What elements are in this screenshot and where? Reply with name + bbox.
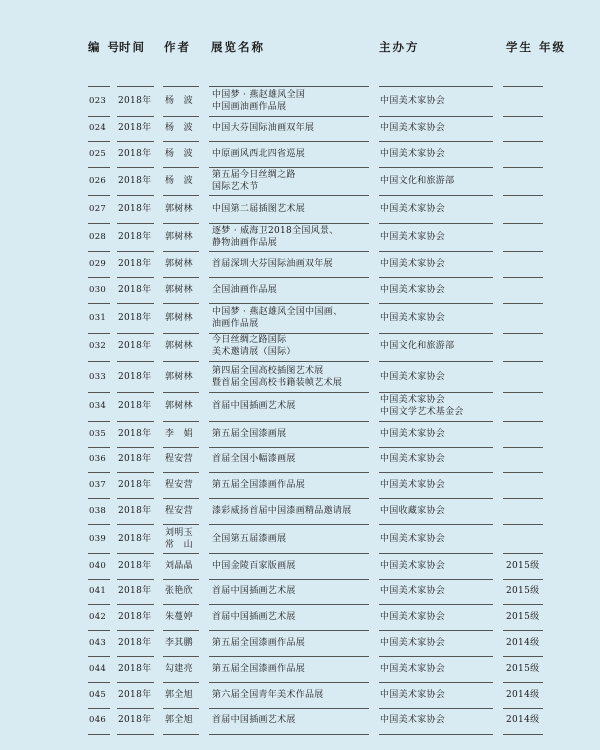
row-rule bbox=[503, 734, 543, 735]
row-rule bbox=[163, 708, 199, 709]
cell-exhibition: 首届中国插画艺术展 bbox=[212, 715, 296, 725]
row-rule bbox=[379, 116, 493, 117]
cell-year: 2018年 bbox=[118, 204, 152, 214]
row-rule bbox=[503, 447, 543, 448]
cell-num: 033 bbox=[89, 372, 107, 382]
header-num: 编 号 bbox=[88, 40, 122, 54]
cell-year: 2018年 bbox=[118, 454, 152, 464]
row-rule bbox=[88, 223, 110, 224]
cell-exhibition: 中国第二届插图艺术展 bbox=[212, 204, 306, 214]
cell-grade: 2014级 bbox=[506, 715, 540, 725]
cell-year: 2018年 bbox=[118, 586, 152, 596]
cell-year: 2018年 bbox=[118, 534, 152, 544]
row-rule bbox=[503, 86, 543, 87]
cell-num: 045 bbox=[89, 690, 107, 700]
row-rule bbox=[163, 303, 199, 304]
row-rule bbox=[209, 447, 369, 448]
row-rule bbox=[209, 195, 369, 196]
cell-organizer: 中国美术家协会 bbox=[380, 259, 446, 269]
row-rule bbox=[379, 333, 493, 334]
cell-organizer: 中国文化和旅游部 bbox=[380, 341, 455, 351]
row-rule bbox=[209, 86, 369, 87]
cell-author: 郭树林 bbox=[165, 259, 193, 269]
cell-exhibition: 中原画风西北四省巡展 bbox=[212, 149, 306, 159]
cell-exhibition: 全国第五届漆画展 bbox=[212, 534, 287, 544]
row-rule bbox=[117, 333, 154, 334]
cell-num: 035 bbox=[89, 429, 107, 439]
row-rule bbox=[88, 708, 110, 709]
cell-author: 郭全旭 bbox=[165, 690, 193, 700]
cell-organizer: 中国美术家协会 bbox=[380, 204, 446, 214]
row-rule bbox=[379, 656, 493, 657]
row-rule bbox=[88, 447, 110, 448]
cell-grade: 2015级 bbox=[506, 612, 540, 622]
cell-author: 郭树林 bbox=[165, 204, 193, 214]
row-rule bbox=[88, 472, 110, 473]
cell-exhibition: 全国油画作品展 bbox=[212, 285, 278, 295]
row-rule bbox=[163, 251, 199, 252]
row-rule bbox=[117, 277, 154, 278]
cell-organizer: 中国美术家协会 bbox=[380, 612, 446, 622]
row-rule bbox=[503, 630, 543, 631]
row-rule bbox=[503, 579, 543, 580]
cell-grade: 2015级 bbox=[506, 664, 540, 674]
row-rule bbox=[379, 553, 493, 554]
cell-exhibition: 首届中国插画艺术展 bbox=[212, 612, 296, 622]
cell-num: 025 bbox=[89, 149, 107, 159]
cell-organizer: 中国美术家协会 bbox=[380, 454, 446, 464]
cell-exhibition: 中国金陵百家版画展 bbox=[212, 561, 296, 571]
header-time: 时间 bbox=[119, 40, 146, 54]
cell-num: 037 bbox=[89, 480, 107, 490]
row-rule bbox=[117, 524, 154, 525]
row-rule bbox=[503, 251, 543, 252]
cell-organizer: 中国美术家协会 bbox=[380, 285, 446, 295]
cell-year: 2018年 bbox=[118, 259, 152, 269]
cell-num: 042 bbox=[89, 612, 107, 622]
cell-year: 2018年 bbox=[118, 480, 152, 490]
cell-organizer: 中国美术家协会 bbox=[380, 96, 446, 106]
cell-year: 2018年 bbox=[118, 232, 152, 242]
row-rule bbox=[503, 141, 543, 142]
cell-num: 044 bbox=[89, 664, 107, 674]
cell-author: 郭树林 bbox=[165, 341, 193, 351]
row-rule bbox=[163, 392, 199, 393]
cell-year: 2018年 bbox=[118, 149, 152, 159]
row-rule bbox=[209, 498, 369, 499]
row-rule bbox=[117, 167, 154, 168]
cell-year: 2018年 bbox=[118, 313, 152, 323]
cell-year: 2018年 bbox=[118, 96, 152, 106]
row-rule bbox=[163, 682, 199, 683]
cell-exhibition: 漆彩威扬首届中国漆画精品邀请展 bbox=[212, 506, 352, 516]
cell-exhibition: 中国梦 · 燕赵雄风全国中国画、 油画作品展 bbox=[212, 307, 343, 329]
cell-year: 2018年 bbox=[118, 664, 152, 674]
cell-author: 杨 波 bbox=[165, 149, 193, 159]
row-rule bbox=[163, 141, 199, 142]
row-rule bbox=[209, 524, 369, 525]
cell-author: 程安营 bbox=[165, 480, 193, 490]
row-rule bbox=[163, 472, 199, 473]
row-rule bbox=[117, 251, 154, 252]
cell-num: 026 bbox=[89, 176, 107, 186]
cell-organizer: 中国美术家协会 bbox=[380, 232, 446, 242]
row-rule bbox=[503, 361, 543, 362]
row-rule bbox=[117, 447, 154, 448]
cell-organizer: 中国收藏家协会 bbox=[380, 506, 446, 516]
row-rule bbox=[503, 277, 543, 278]
cell-author: 杨 波 bbox=[165, 123, 193, 133]
row-rule bbox=[379, 734, 493, 735]
row-rule bbox=[117, 116, 154, 117]
row-rule bbox=[163, 116, 199, 117]
cell-num: 034 bbox=[89, 401, 107, 411]
cell-organizer: 中国美术家协会 bbox=[380, 149, 446, 159]
row-rule bbox=[163, 333, 199, 334]
cell-num: 032 bbox=[89, 341, 107, 351]
row-rule bbox=[503, 472, 543, 473]
cell-exhibition: 首届全国小幅漆画展 bbox=[212, 454, 296, 464]
row-rule bbox=[117, 195, 154, 196]
cell-num: 043 bbox=[89, 638, 107, 648]
cell-num: 046 bbox=[89, 715, 107, 725]
row-rule bbox=[163, 223, 199, 224]
cell-num: 030 bbox=[89, 285, 107, 295]
row-rule bbox=[379, 392, 493, 393]
row-rule bbox=[209, 251, 369, 252]
cell-exhibition: 第五届全国漆画展 bbox=[212, 429, 287, 439]
cell-num: 027 bbox=[89, 204, 107, 214]
row-rule bbox=[379, 630, 493, 631]
row-rule bbox=[163, 86, 199, 87]
cell-organizer: 中国美术家协会 bbox=[380, 638, 446, 648]
row-rule bbox=[88, 195, 110, 196]
row-rule bbox=[209, 656, 369, 657]
row-rule bbox=[209, 392, 369, 393]
cell-year: 2018年 bbox=[118, 401, 152, 411]
row-rule bbox=[209, 472, 369, 473]
row-rule bbox=[503, 524, 543, 525]
row-rule bbox=[88, 524, 110, 525]
row-rule bbox=[503, 392, 543, 393]
header-organizer: 主办方 bbox=[379, 40, 420, 54]
row-rule bbox=[163, 604, 199, 605]
row-rule bbox=[379, 195, 493, 196]
cell-organizer: 中国美术家协会 bbox=[380, 313, 446, 323]
header-grade: 学生 年级 bbox=[506, 40, 567, 54]
row-rule bbox=[88, 251, 110, 252]
row-rule bbox=[117, 553, 154, 554]
row-rule bbox=[209, 682, 369, 683]
cell-year: 2018年 bbox=[118, 372, 152, 382]
cell-num: 041 bbox=[89, 586, 107, 596]
row-rule bbox=[379, 167, 493, 168]
cell-organizer: 中国美术家协会 bbox=[380, 690, 446, 700]
row-rule bbox=[88, 604, 110, 605]
row-rule bbox=[503, 708, 543, 709]
cell-organizer: 中国美术家协会 bbox=[380, 664, 446, 674]
cell-exhibition: 首届中国插画艺术展 bbox=[212, 401, 296, 411]
cell-year: 2018年 bbox=[118, 429, 152, 439]
cell-organizer: 中国美术家协会 bbox=[380, 715, 446, 725]
row-rule bbox=[117, 86, 154, 87]
row-rule bbox=[503, 656, 543, 657]
row-rule bbox=[209, 579, 369, 580]
row-rule bbox=[379, 303, 493, 304]
cell-exhibition: 逐梦 · 威海卫2018全国风景、 静物油画作品展 bbox=[212, 226, 339, 248]
cell-author: 郭树林 bbox=[165, 372, 193, 382]
cell-year: 2018年 bbox=[118, 690, 152, 700]
cell-year: 2018年 bbox=[118, 506, 152, 516]
row-rule bbox=[379, 524, 493, 525]
cell-num: 031 bbox=[89, 313, 107, 323]
row-rule bbox=[163, 195, 199, 196]
row-rule bbox=[117, 604, 154, 605]
row-rule bbox=[163, 579, 199, 580]
cell-num: 028 bbox=[89, 232, 107, 242]
row-rule bbox=[88, 656, 110, 657]
cell-exhibition: 第五届全国漆画作品展 bbox=[212, 480, 306, 490]
row-rule bbox=[88, 361, 110, 362]
row-rule bbox=[503, 333, 543, 334]
row-rule bbox=[117, 303, 154, 304]
row-rule bbox=[163, 656, 199, 657]
row-rule bbox=[88, 333, 110, 334]
row-rule bbox=[88, 553, 110, 554]
row-rule bbox=[163, 447, 199, 448]
cell-author: 郭树林 bbox=[165, 232, 193, 242]
row-rule bbox=[117, 141, 154, 142]
row-rule bbox=[209, 630, 369, 631]
row-rule bbox=[379, 421, 493, 422]
row-rule bbox=[209, 116, 369, 117]
row-rule bbox=[163, 361, 199, 362]
row-rule bbox=[503, 303, 543, 304]
cell-num: 040 bbox=[89, 561, 107, 571]
cell-author: 程安营 bbox=[165, 506, 193, 516]
cell-organizer: 中国美术家协会 bbox=[380, 372, 446, 382]
row-rule bbox=[117, 630, 154, 631]
cell-exhibition: 第六届全国青年美术作品展 bbox=[212, 690, 324, 700]
cell-exhibition: 中国大芬国际油画双年展 bbox=[212, 123, 315, 133]
cell-author: 张艳欣 bbox=[165, 586, 193, 596]
cell-author: 程安营 bbox=[165, 454, 193, 464]
row-rule bbox=[503, 498, 543, 499]
row-rule bbox=[163, 630, 199, 631]
row-rule bbox=[379, 251, 493, 252]
row-rule bbox=[88, 303, 110, 304]
row-rule bbox=[503, 167, 543, 168]
row-rule bbox=[209, 421, 369, 422]
row-rule bbox=[503, 421, 543, 422]
cell-num: 038 bbox=[89, 506, 107, 516]
row-rule bbox=[117, 708, 154, 709]
row-rule bbox=[503, 553, 543, 554]
row-rule bbox=[117, 682, 154, 683]
row-rule bbox=[88, 421, 110, 422]
row-rule bbox=[503, 682, 543, 683]
row-rule bbox=[379, 682, 493, 683]
row-rule bbox=[379, 498, 493, 499]
cell-organizer: 中国美术家协会 bbox=[380, 480, 446, 490]
row-rule bbox=[209, 141, 369, 142]
cell-year: 2018年 bbox=[118, 638, 152, 648]
cell-author: 勾建亮 bbox=[165, 664, 193, 674]
row-rule bbox=[117, 656, 154, 657]
cell-author: 李其鹏 bbox=[165, 638, 193, 648]
cell-organizer: 中国文化和旅游部 bbox=[380, 176, 455, 186]
row-rule bbox=[117, 361, 154, 362]
cell-organizer: 中国美术家协会 bbox=[380, 534, 446, 544]
row-rule bbox=[379, 472, 493, 473]
row-rule bbox=[379, 141, 493, 142]
row-rule bbox=[88, 141, 110, 142]
row-rule bbox=[209, 734, 369, 735]
row-rule bbox=[209, 303, 369, 304]
cell-num: 039 bbox=[89, 534, 107, 544]
row-rule bbox=[379, 223, 493, 224]
row-rule bbox=[117, 579, 154, 580]
cell-author: 刘明玉 常 山 bbox=[165, 528, 193, 550]
row-rule bbox=[117, 734, 154, 735]
row-rule bbox=[379, 277, 493, 278]
row-rule bbox=[88, 167, 110, 168]
row-rule bbox=[379, 708, 493, 709]
cell-author: 郭树林 bbox=[165, 401, 193, 411]
row-rule bbox=[209, 553, 369, 554]
header-exhibition: 展览名称 bbox=[211, 40, 265, 54]
cell-year: 2018年 bbox=[118, 123, 152, 133]
row-rule bbox=[88, 86, 110, 87]
row-rule bbox=[163, 498, 199, 499]
cell-num: 029 bbox=[89, 259, 107, 269]
row-rule bbox=[209, 708, 369, 709]
cell-author: 杨 波 bbox=[165, 176, 193, 186]
row-rule bbox=[117, 498, 154, 499]
row-rule bbox=[379, 579, 493, 580]
row-rule bbox=[503, 116, 543, 117]
row-rule bbox=[88, 579, 110, 580]
row-rule bbox=[117, 223, 154, 224]
row-rule bbox=[209, 361, 369, 362]
row-rule bbox=[117, 472, 154, 473]
cell-organizer: 中国美术家协会 bbox=[380, 429, 446, 439]
cell-year: 2018年 bbox=[118, 176, 152, 186]
cell-organizer: 中国美术家协会 中国文学艺术基金会 bbox=[380, 395, 464, 417]
cell-year: 2018年 bbox=[118, 285, 152, 295]
header-author: 作者 bbox=[164, 40, 191, 54]
row-rule bbox=[163, 167, 199, 168]
cell-organizer: 中国美术家协会 bbox=[380, 123, 446, 133]
cell-exhibition: 今日丝绸之路国际 美术邀请展（国际） bbox=[212, 335, 296, 357]
cell-exhibition: 第五届全国漆画作品展 bbox=[212, 664, 306, 674]
row-rule bbox=[503, 223, 543, 224]
cell-organizer: 中国美术家协会 bbox=[380, 586, 446, 596]
cell-exhibition: 首届深圳大芬国际油画双年展 bbox=[212, 259, 333, 269]
row-rule bbox=[88, 734, 110, 735]
cell-exhibition: 第五届今日丝绸之路 国际艺术节 bbox=[212, 170, 296, 192]
cell-author: 李 娟 bbox=[165, 429, 193, 439]
cell-num: 023 bbox=[89, 96, 107, 106]
row-rule bbox=[88, 630, 110, 631]
row-rule bbox=[117, 421, 154, 422]
cell-author: 郭全旭 bbox=[165, 715, 193, 725]
row-rule bbox=[209, 167, 369, 168]
row-rule bbox=[163, 553, 199, 554]
row-rule bbox=[88, 498, 110, 499]
row-rule bbox=[163, 524, 199, 525]
cell-year: 2018年 bbox=[118, 341, 152, 351]
cell-year: 2018年 bbox=[118, 561, 152, 571]
row-rule bbox=[503, 604, 543, 605]
cell-grade: 2015级 bbox=[506, 561, 540, 571]
cell-num: 036 bbox=[89, 454, 107, 464]
row-rule bbox=[379, 604, 493, 605]
row-rule bbox=[379, 447, 493, 448]
row-rule bbox=[209, 604, 369, 605]
cell-author: 郭树林 bbox=[165, 313, 193, 323]
cell-grade: 2015级 bbox=[506, 586, 540, 596]
cell-author: 朱蔓婷 bbox=[165, 612, 193, 622]
cell-grade: 2014级 bbox=[506, 690, 540, 700]
row-rule bbox=[163, 421, 199, 422]
row-rule bbox=[503, 195, 543, 196]
row-rule bbox=[88, 392, 110, 393]
row-rule bbox=[88, 682, 110, 683]
cell-year: 2018年 bbox=[118, 715, 152, 725]
cell-num: 024 bbox=[89, 123, 107, 133]
cell-year: 2018年 bbox=[118, 612, 152, 622]
cell-author: 杨 波 bbox=[165, 96, 193, 106]
row-rule bbox=[379, 86, 493, 87]
cell-author: 刘晶晶 bbox=[165, 561, 193, 571]
cell-exhibition: 中国梦 · 燕赵雄风全国 中国画油画作品展 bbox=[212, 90, 306, 112]
cell-exhibition: 首届中国插画艺术展 bbox=[212, 586, 296, 596]
row-rule bbox=[163, 277, 199, 278]
row-rule bbox=[163, 734, 199, 735]
cell-grade: 2014级 bbox=[506, 638, 540, 648]
cell-organizer: 中国美术家协会 bbox=[380, 561, 446, 571]
cell-exhibition: 第四届全国高校插图艺术展 暨首届全国高校书籍装帧艺术展 bbox=[212, 366, 343, 388]
row-rule bbox=[209, 223, 369, 224]
cell-exhibition: 第五届全国漆画作品展 bbox=[212, 638, 306, 648]
row-rule bbox=[379, 361, 493, 362]
cell-author: 郭树林 bbox=[165, 285, 193, 295]
row-rule bbox=[117, 392, 154, 393]
row-rule bbox=[209, 277, 369, 278]
row-rule bbox=[88, 116, 110, 117]
row-rule bbox=[88, 277, 110, 278]
